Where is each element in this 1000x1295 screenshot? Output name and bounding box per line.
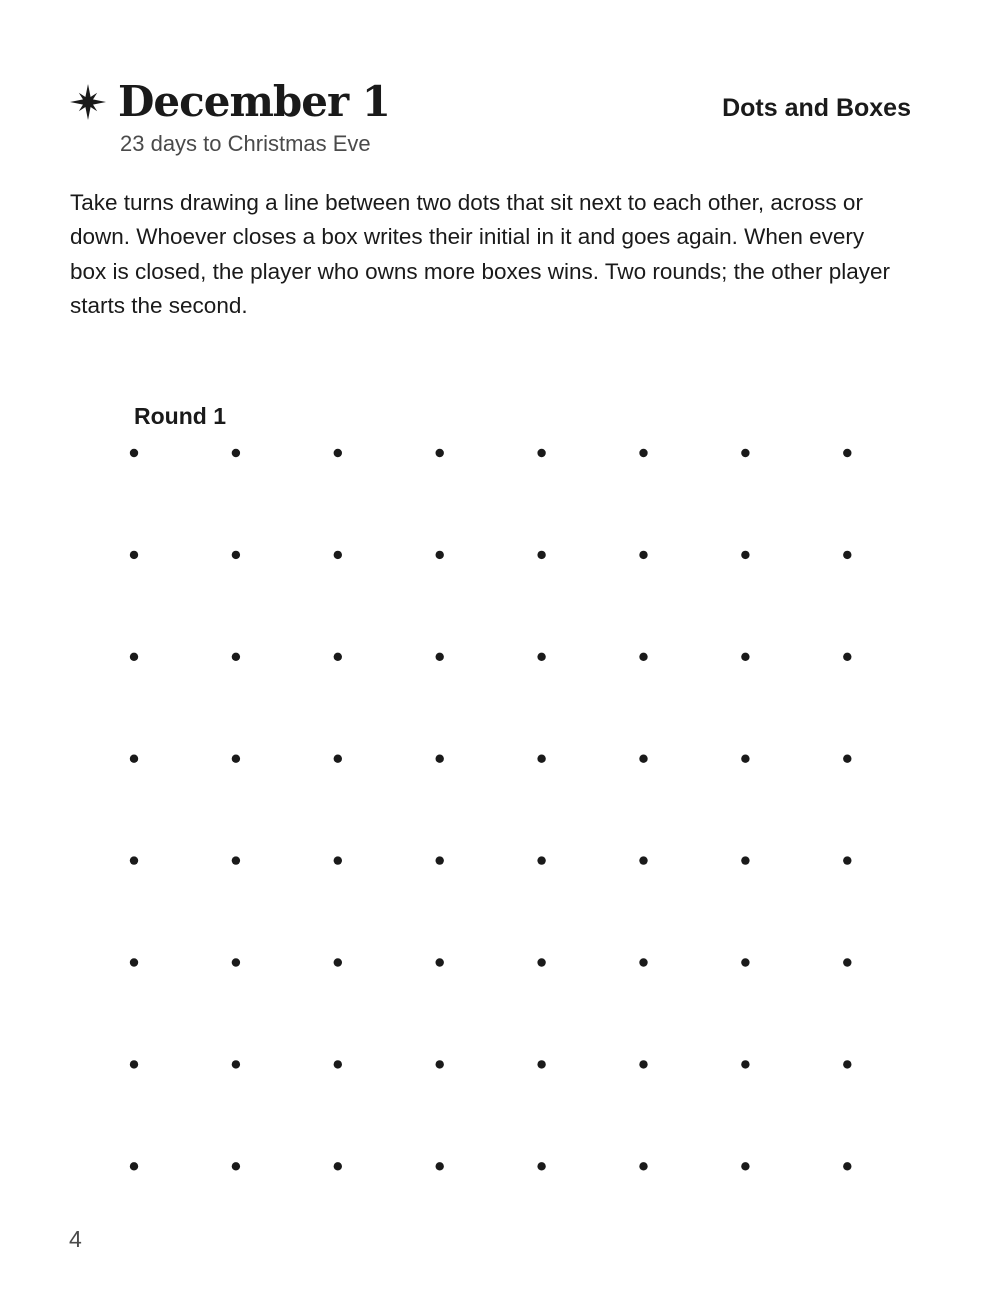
grid-dot[interactable] — [130, 1162, 138, 1170]
grid-dot[interactable] — [436, 653, 444, 661]
grid-dot[interactable] — [130, 653, 138, 661]
grid-dot[interactable] — [843, 1060, 851, 1068]
grid-dot[interactable] — [130, 449, 138, 457]
grid-dot[interactable] — [436, 856, 444, 864]
grid-dot[interactable] — [639, 958, 647, 966]
grid-dot[interactable] — [436, 449, 444, 457]
grid-dot[interactable] — [232, 958, 240, 966]
grid-dot[interactable] — [639, 449, 647, 457]
grid-dot[interactable] — [843, 551, 851, 559]
grid-dot[interactable] — [334, 1060, 342, 1068]
grid-dot[interactable] — [741, 755, 749, 763]
grid-dot[interactable] — [843, 856, 851, 864]
grid-dot[interactable] — [436, 1060, 444, 1068]
grid-dot[interactable] — [232, 856, 240, 864]
game-title: Dots and Boxes — [722, 94, 911, 122]
grid-dot[interactable] — [334, 856, 342, 864]
grid-dot[interactable] — [232, 1162, 240, 1170]
grid-dot[interactable] — [741, 1060, 749, 1068]
grid-dot[interactable] — [843, 1162, 851, 1170]
grid-dot[interactable] — [537, 856, 545, 864]
grid-dot[interactable] — [130, 958, 138, 966]
grid-dot[interactable] — [639, 551, 647, 559]
grid-dot[interactable] — [436, 551, 444, 559]
grid-dot[interactable] — [843, 449, 851, 457]
grid-dot[interactable] — [334, 755, 342, 763]
countdown-subtitle: 23 days to Christmas Eve — [120, 131, 371, 156]
grid-dot[interactable] — [843, 755, 851, 763]
grid-dot[interactable] — [639, 1162, 647, 1170]
grid-dot[interactable] — [741, 449, 749, 457]
grid-dot[interactable] — [537, 1060, 545, 1068]
grid-dot[interactable] — [334, 653, 342, 661]
grid-dot[interactable] — [436, 1162, 444, 1170]
grid-dot[interactable] — [232, 653, 240, 661]
star-icon — [70, 84, 106, 120]
grid-dot[interactable] — [843, 653, 851, 661]
grid-dot[interactable] — [639, 653, 647, 661]
grid-dot[interactable] — [334, 449, 342, 457]
page-title: December 1 — [118, 77, 390, 126]
grid-dot[interactable] — [130, 551, 138, 559]
grid-dot[interactable] — [130, 856, 138, 864]
grid-dot[interactable] — [334, 958, 342, 966]
grid-dot[interactable] — [537, 755, 545, 763]
grid-dot[interactable] — [334, 551, 342, 559]
grid-dot[interactable] — [130, 1060, 138, 1068]
grid-dot[interactable] — [741, 551, 749, 559]
page-number: 4 — [69, 1226, 82, 1252]
grid-dot[interactable] — [436, 755, 444, 763]
grid-dot[interactable] — [741, 1162, 749, 1170]
grid-dot[interactable] — [232, 551, 240, 559]
grid-dot[interactable] — [537, 551, 545, 559]
grid-dot[interactable] — [436, 958, 444, 966]
grid-dot[interactable] — [639, 1060, 647, 1068]
grid-dot[interactable] — [232, 449, 240, 457]
grid-dot[interactable] — [537, 449, 545, 457]
grid-dot[interactable] — [741, 958, 749, 966]
grid-dot[interactable] — [741, 653, 749, 661]
grid-dot[interactable] — [843, 958, 851, 966]
grid-dot[interactable] — [334, 1162, 342, 1170]
grid-dot[interactable] — [130, 755, 138, 763]
game-instructions: Take turns drawing a line between two dots that sit next to each other, across or down. Whoever closes a box writes their initial in it and goes again. When every box is closed, the player who owns more boxes wins. Two rounds; the other player starts the second. — [70, 190, 891, 318]
grid-dot[interactable] — [537, 1162, 545, 1170]
grid-dot[interactable] — [639, 856, 647, 864]
grid-dot[interactable] — [537, 653, 545, 661]
grid-dot[interactable] — [232, 1060, 240, 1068]
grid-dot[interactable] — [741, 856, 749, 864]
grid-dot[interactable] — [639, 755, 647, 763]
grid-dot[interactable] — [232, 755, 240, 763]
grid-dot[interactable] — [537, 958, 545, 966]
round-label: Round 1 — [134, 403, 226, 429]
